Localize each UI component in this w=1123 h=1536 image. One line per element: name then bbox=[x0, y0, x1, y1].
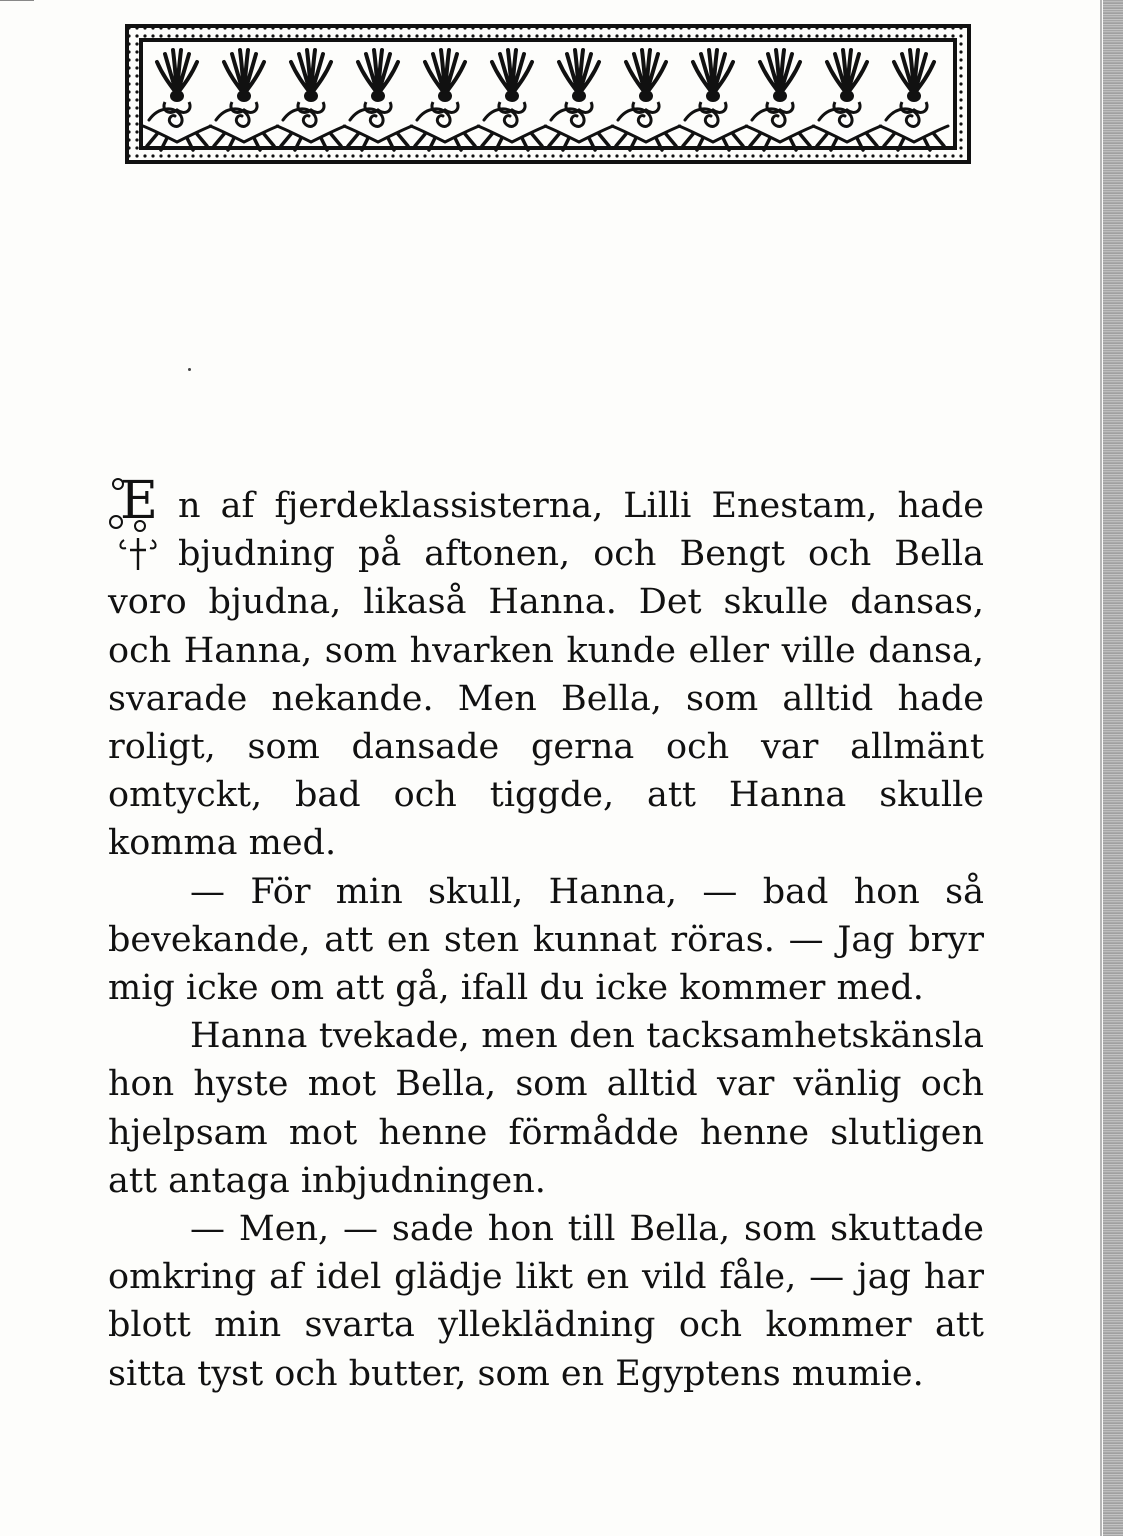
decorative-drop-cap bbox=[108, 474, 174, 574]
dropcap-letter: E bbox=[120, 474, 158, 531]
paragraph-2: — För min skull, Hanna, — bad hon så bevekande, att en sten kunnat röras. — Jag bryr mig icke om att gå, ifall du icke kommer med. bbox=[108, 871, 984, 1009]
ink-speck bbox=[188, 368, 191, 371]
paragraph-1-text: n af fjerdeklassisterna, Lilli Enestam, hade bjudning på aftonen, och Bengt och Bella voro bjudna, likaså Hanna. Det skulle dansas, och Hanna, som hvarken kunde eller ville dansa, svarade nekande. Men Bella, som alltid hade roligt, som dansade gerna och var allmänt omtyckt, bad och tiggde, att Hanna skulle komma med. bbox=[108, 486, 984, 864]
palmette-border-icon bbox=[125, 24, 971, 164]
paragraph-4: — Men, — sade hon till Bella, som skuttade omkring af idel glädje likt en vild fåle, — jag har blott min svarta ylleklädning och kommer att sitta tyst och butter, som en Egyptens mumie. bbox=[108, 1209, 984, 1394]
book-spine-edge bbox=[1103, 0, 1123, 1536]
page-edge-line bbox=[1100, 0, 1102, 1536]
ornamental-header-banner bbox=[125, 24, 971, 164]
body-text bbox=[108, 474, 984, 1398]
paragraph-1 bbox=[108, 474, 984, 868]
page-corner-mark bbox=[0, 0, 34, 5]
paragraph-3: Hanna tvekade, men den tacksamhetskänsla hon hyste mot Bella, som alltid var vänlig och hjelpsam mot henne förmådde henne slutligen att antaga inbjudningen. bbox=[108, 1016, 984, 1201]
